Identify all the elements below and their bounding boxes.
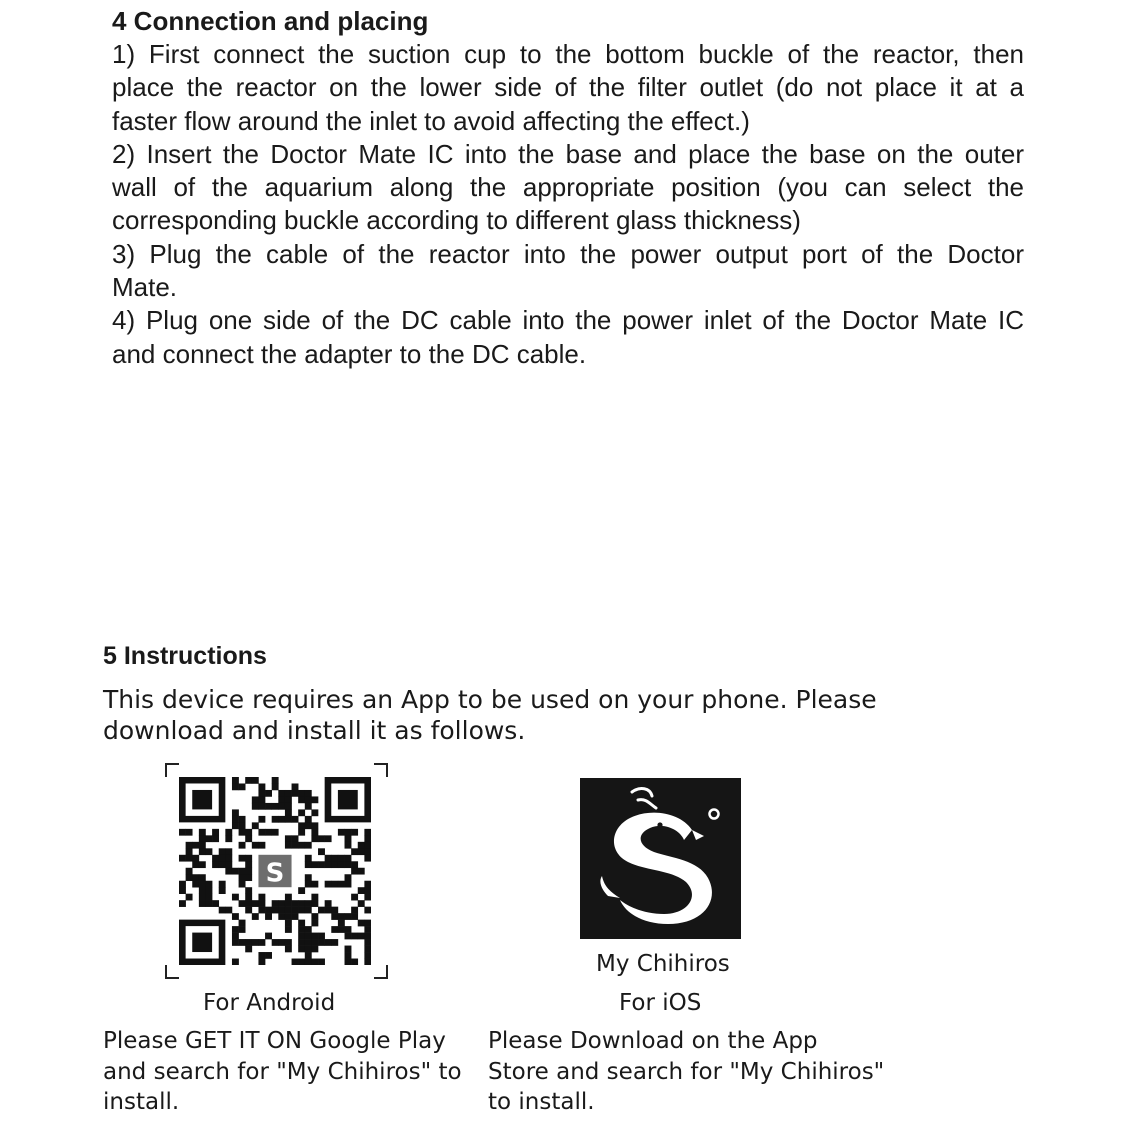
- instruction-line: Store and search for "My Chihiros": [488, 1058, 885, 1085]
- step-line: and connect the adapter to the DC cable.: [112, 338, 587, 369]
- qr-code-icon: [179, 777, 371, 965]
- step-4: [112, 304, 1024, 371]
- step-1: [112, 38, 1024, 138]
- step-line: corresponding buckle according to different glass thickness): [112, 205, 801, 236]
- android-instructions: [103, 1026, 462, 1118]
- intro-line: This device requires an App to be used on your phone. Please: [103, 685, 877, 714]
- section-heading: 5 Instructions: [103, 642, 267, 670]
- app-name: My Chihiros: [596, 951, 730, 977]
- instruction-line: install.: [103, 1089, 180, 1115]
- corner-bracket: [165, 965, 179, 979]
- corner-bracket: [165, 763, 179, 777]
- dragon-glyph: [580, 778, 741, 939]
- corner-bracket: [374, 965, 388, 979]
- step-line: 3) Plug the cable of the reactor into the power output port of the Doctor: [112, 238, 1024, 269]
- instruction-line: Please GET IT ON Google Play: [103, 1028, 446, 1054]
- section-connection-placing: [112, 4, 1024, 371]
- instruction-line: and search for "My Chihiros" to: [103, 1058, 462, 1085]
- step-line: place the reactor on the lower side of the filter outlet (do not place it at a: [112, 72, 1024, 103]
- svg-text:S: S: [265, 858, 285, 889]
- step-line: 2) Insert the Doctor Mate IC into the base and place the base on the outer: [112, 138, 1024, 169]
- android-caption: For Android: [203, 990, 336, 1016]
- step-2: [112, 138, 1024, 238]
- intro-line: download and install it as follows.: [103, 716, 526, 745]
- step-3: [112, 238, 1024, 305]
- android-qr-code[interactable]: [165, 763, 388, 979]
- step-line: 4) Plug one side of the DC cable into the power inlet of the Doctor Mate IC: [112, 305, 1024, 336]
- intro-text: [103, 684, 883, 746]
- ios-instructions: [488, 1026, 884, 1118]
- instruction-line: to install.: [488, 1089, 595, 1115]
- step-line: Mate.: [112, 272, 178, 303]
- step-line: faster flow around the inlet to avoid affecting the effect.): [112, 105, 750, 136]
- section-heading: 4 Connection and placing: [112, 6, 429, 36]
- instruction-line: Please Download on the App: [488, 1028, 818, 1054]
- ios-caption: For iOS: [619, 990, 702, 1016]
- section-instructions: [103, 640, 883, 746]
- step-line: 1) First connect the suction cup to the bottom buckle of the reactor, then: [112, 39, 1024, 69]
- dragon-logo-icon[interactable]: [580, 778, 741, 939]
- corner-bracket: [374, 763, 388, 777]
- step-line: wall of the aquarium along the appropriate position (you can select the: [112, 172, 1024, 203]
